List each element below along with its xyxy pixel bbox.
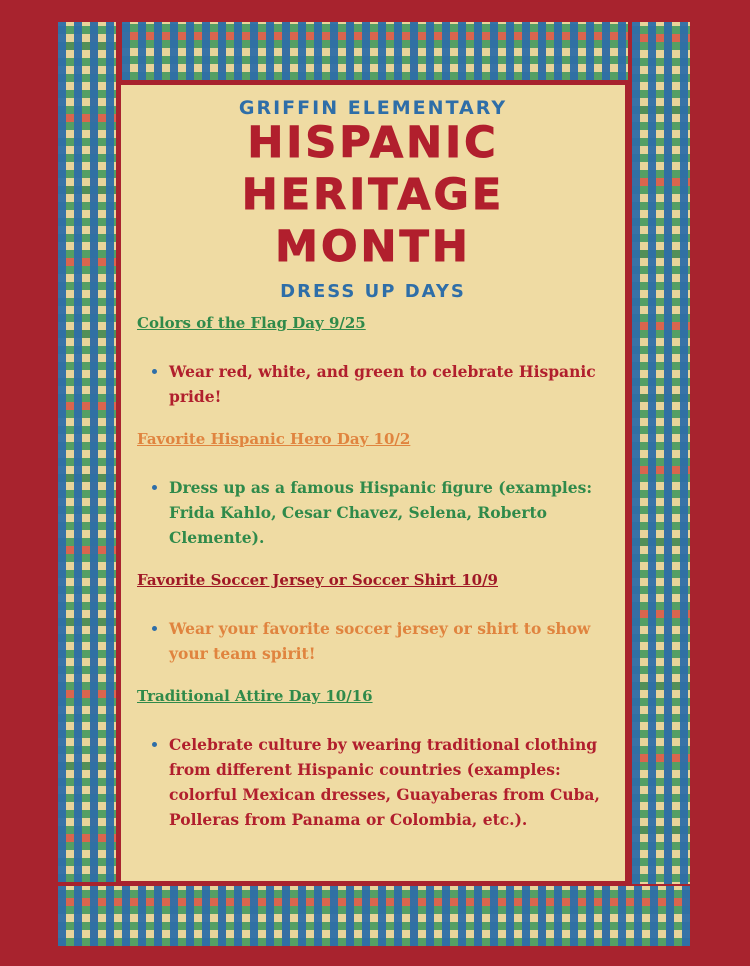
flyer-subtitle: DRESS UP DAYS — [280, 281, 466, 302]
event-description: • Celebrate culture by wearing traditional clothing from different Hispanic countries (examples: colorful Mexican dresses, Guayaberas from Cuba, Polleras from Panama or Colombia, etc.). — [169, 732, 607, 832]
event-bullets — [137, 359, 607, 409]
event-bullets — [137, 616, 607, 666]
events-list — [137, 313, 607, 852]
event-heading: Traditional Attire Day 10/16 — [137, 687, 373, 705]
event-heading: Colors of the Flag Day 9/25 — [137, 314, 366, 332]
event-description: • Dress up as a famous Hispanic figure (examples: Frida Kahlo, Cesar Chavez, Selena, Roberto Clemente). — [169, 475, 607, 550]
event-description: • Wear red, white, and green to celebrate Hispanic pride! — [169, 359, 607, 409]
event-heading: Favorite Soccer Jersey or Soccer Shirt 10/9 — [137, 571, 498, 589]
event-colors-of-flag — [137, 313, 607, 409]
woven-border-left — [58, 22, 116, 882]
event-soccer-jersey — [137, 570, 607, 666]
woven-border-top — [122, 22, 628, 80]
flyer-title — [121, 117, 625, 273]
event-description: • Wear your favorite soccer jersey or shirt to show your team spirit! — [169, 616, 607, 666]
event-bullets — [137, 732, 607, 832]
title-line-2: HERITAGE — [241, 170, 505, 220]
woven-border-right — [632, 22, 690, 946]
flyer-panel — [118, 82, 628, 884]
woven-border-bottom — [58, 886, 690, 946]
title-line-3: MONTH — [275, 222, 471, 272]
school-name: GRIFFIN ELEMENTARY — [238, 97, 508, 119]
event-bullets — [137, 475, 607, 550]
event-heading: Favorite Hispanic Hero Day 10/2 — [137, 430, 411, 448]
event-hispanic-hero — [137, 429, 607, 550]
title-line-1: HISPANIC — [247, 118, 499, 168]
event-traditional-attire — [137, 686, 607, 832]
